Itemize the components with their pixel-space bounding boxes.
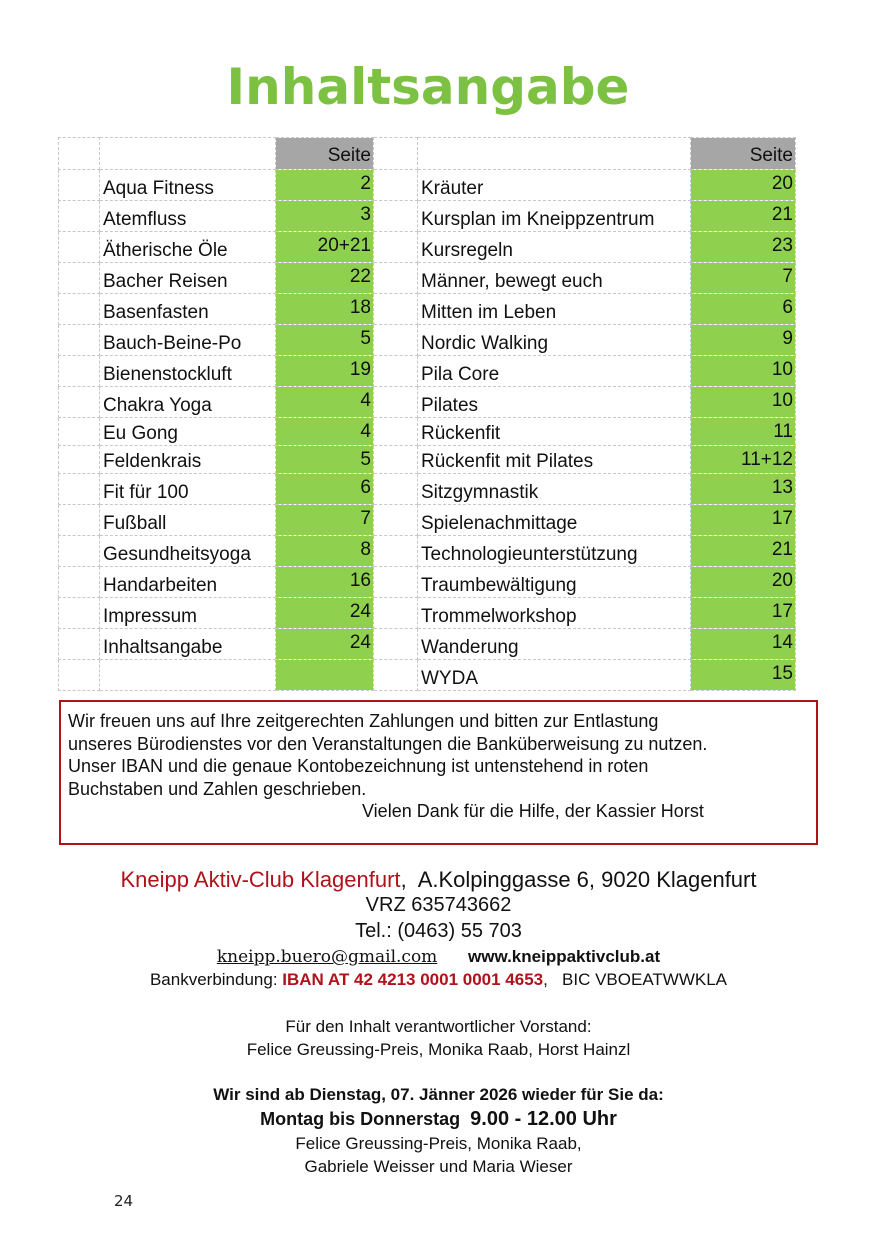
page-ref: 18	[276, 294, 374, 325]
table-row	[59, 598, 796, 629]
page-ref: 11	[691, 418, 796, 446]
table-row	[59, 294, 796, 325]
page-ref: 16	[276, 567, 374, 598]
notice-line: Buchstaben und Zahlen geschrieben.	[68, 778, 367, 799]
page-ref: 11+12	[691, 446, 796, 474]
spacer-cell	[59, 138, 100, 170]
page-ref: 20+21	[276, 232, 374, 263]
office-time: 9.00 - 12.00 Uhr	[470, 1108, 617, 1130]
page-ref: 4	[276, 418, 374, 446]
page-ref	[276, 660, 374, 691]
page-ref: 14	[691, 629, 796, 660]
spacer-cell	[59, 536, 100, 567]
topic-name: Pilates	[418, 387, 691, 418]
page-ref: 6	[276, 474, 374, 505]
spacer-cell	[59, 660, 100, 691]
topic-name: Atemfluss	[100, 201, 276, 232]
email-link[interactable]: kneipp.buero@gmail.com	[216, 947, 438, 967]
column-header-seite: Seite	[276, 138, 374, 170]
table-of-contents	[58, 137, 796, 691]
page-ref: 19	[276, 356, 374, 387]
spacer-cell	[374, 170, 418, 201]
topic-name: Technologieunterstützung	[418, 536, 691, 567]
topic-name: Mitten im Leben	[418, 294, 691, 325]
table-row	[59, 356, 796, 387]
topic-name: Inhaltsangabe	[100, 629, 276, 660]
spacer-cell	[374, 325, 418, 356]
topic-name: Bienenstockluft	[100, 356, 276, 387]
page-ref: 13	[691, 474, 796, 505]
staff-line-1: Felice Greussing-Preis, Monika Raab,	[295, 1134, 582, 1153]
page-ref: 5	[276, 325, 374, 356]
website-link[interactable]: www.kneippaktivclub.at	[468, 947, 661, 966]
table-row	[59, 629, 796, 660]
spacer-cell	[374, 232, 418, 263]
spacer-cell	[100, 138, 276, 170]
page-ref: 24	[276, 598, 374, 629]
spacer-cell	[374, 294, 418, 325]
spacer-cell	[59, 474, 100, 505]
topic-name: Kursregeln	[418, 232, 691, 263]
spacer-cell	[59, 446, 100, 474]
staff-line-2: Gabriele Weisser und Maria Wieser	[304, 1157, 573, 1176]
club-name: Kneipp Aktiv-Club Klagenfurt	[120, 867, 401, 892]
spacer-cell	[59, 598, 100, 629]
spacer-cell	[374, 474, 418, 505]
spacer-cell	[59, 170, 100, 201]
table-row	[59, 567, 796, 598]
spacer-cell	[418, 138, 691, 170]
notice-line: unseres Bürodienstes vor den Veranstaltungen die Banküberweisung zu nutzen.	[68, 733, 708, 754]
topic-name: Fit für 100	[100, 474, 276, 505]
topic-name: Traumbewältigung	[418, 567, 691, 598]
bic-value: BIC VBOEATWWKLA	[562, 970, 728, 989]
table-row	[59, 263, 796, 294]
spacer-cell	[374, 536, 418, 567]
notice-line: Unser IBAN und die genaue Kontobezeichnung ist untenstehend in roten	[68, 756, 649, 776]
spacer-cell	[59, 567, 100, 598]
club-address: A.Kolpinggasse 6, 9020 Klagenfurt	[417, 867, 757, 892]
vrz-number: VRZ 635743662	[365, 894, 512, 916]
spacer-cell	[59, 356, 100, 387]
topic-name: Bacher Reisen	[100, 263, 276, 294]
topic-name: Kursplan im Kneippzentrum	[418, 201, 691, 232]
topic-name: Männer, bewegt euch	[418, 263, 691, 294]
topic-name: Wanderung	[418, 629, 691, 660]
page-ref: 3	[276, 201, 374, 232]
table-row	[59, 446, 796, 474]
payment-notice-box	[59, 700, 818, 845]
table-row	[59, 536, 796, 567]
page-ref: 5	[276, 446, 374, 474]
page-ref: 6	[691, 294, 796, 325]
page-ref: 23	[691, 232, 796, 263]
page-ref: 17	[691, 505, 796, 536]
spacer-cell	[59, 387, 100, 418]
bank-label: Bankverbindung:	[149, 970, 278, 989]
spacer-cell	[374, 138, 418, 170]
bank-details: Bankverbindung: IBAN AT 42 4213 0001 0001 4653, BIC VBOEATWWKLA	[149, 970, 728, 989]
topic-name: Handarbeiten	[100, 567, 276, 598]
spacer-cell	[374, 387, 418, 418]
topic-name: Fußball	[100, 505, 276, 536]
topic-name: Eu Gong	[100, 418, 276, 446]
spacer-cell	[374, 201, 418, 232]
office-hours	[0, 1108, 877, 1131]
page-ref: 21	[691, 201, 796, 232]
table-row	[59, 232, 796, 263]
spacer-cell	[374, 356, 418, 387]
topic-name: Chakra Yoga	[100, 387, 276, 418]
spacer-cell	[374, 418, 418, 446]
spacer-cell	[374, 660, 418, 691]
phone-number: Tel.: (0463) 55 703	[355, 920, 522, 942]
topic-name: Spielenachmittage	[418, 505, 691, 536]
topic-name: Sitzgymnastik	[418, 474, 691, 505]
spacer-cell	[59, 294, 100, 325]
reopen-notice: Wir sind ab Dienstag, 07. Jänner 2026 wieder für Sie da:	[213, 1085, 664, 1104]
office-days: Montag bis Donnerstag	[260, 1109, 461, 1129]
spacer-cell	[59, 629, 100, 660]
table-row	[59, 474, 796, 505]
table-row	[59, 387, 796, 418]
topic-name: Basenfasten	[100, 294, 276, 325]
page-ref: 4	[276, 387, 374, 418]
topic-name: Ätherische Öle	[100, 232, 276, 263]
topic-name: Gesundheitsyoga	[100, 536, 276, 567]
topic-name	[100, 660, 276, 691]
board-names: Felice Greussing-Preis, Monika Raab, Horst Hainzl	[246, 1040, 631, 1059]
table-row	[59, 201, 796, 232]
spacer-cell	[59, 201, 100, 232]
spacer-cell	[59, 263, 100, 294]
spacer-cell	[374, 263, 418, 294]
table-row	[59, 505, 796, 536]
spacer-cell	[59, 505, 100, 536]
iban-value: IBAN AT 42 4213 0001 0001 4653	[282, 970, 544, 989]
spacer-cell	[374, 446, 418, 474]
spacer-cell	[374, 598, 418, 629]
notice-signature: Vielen Dank für die Hilfe, der Kassier Horst	[362, 801, 704, 821]
topic-name: Trommelworkshop	[418, 598, 691, 629]
page-ref: 2	[276, 170, 374, 201]
page-ref: 22	[276, 263, 374, 294]
topic-name: Pila Core	[418, 356, 691, 387]
spacer-cell	[374, 629, 418, 660]
page-title: Inhaltsangabe	[226, 58, 630, 116]
topic-name: WYDA	[418, 660, 691, 691]
topic-name: Nordic Walking	[418, 325, 691, 356]
contact-line	[0, 947, 877, 967]
page-ref: 7	[691, 263, 796, 294]
page-ref: 15	[691, 660, 796, 691]
notice-line: Wir freuen uns auf Ihre zeitgerechten Zahlungen und bitten zur Entlastung	[68, 711, 659, 731]
topic-name: Kräuter	[418, 170, 691, 201]
page-ref: 10	[691, 387, 796, 418]
spacer-cell	[59, 418, 100, 446]
page-ref: 7	[276, 505, 374, 536]
page-ref: 17	[691, 598, 796, 629]
topic-name: Impressum	[100, 598, 276, 629]
topic-name: Rückenfit	[418, 418, 691, 446]
club-address-line: Kneipp Aktiv-Club Klagenfurt, A.Kolpinggasse 6, 9020 Klagenfurt	[120, 867, 757, 892]
topic-name: Feldenkrais	[100, 446, 276, 474]
column-header-seite: Seite	[691, 138, 796, 170]
board-label: Für den Inhalt verantwortlicher Vorstand:	[285, 1017, 592, 1036]
spacer-cell	[374, 567, 418, 598]
spacer-cell	[59, 325, 100, 356]
spacer-cell	[374, 505, 418, 536]
page-ref: 20	[691, 170, 796, 201]
page-ref: 24	[276, 629, 374, 660]
page-ref: 21	[691, 536, 796, 567]
table-row	[59, 418, 796, 446]
table-header-row	[59, 138, 796, 170]
page-ref: 20	[691, 567, 796, 598]
topic-name: Aqua Fitness	[100, 170, 276, 201]
page-ref: 9	[691, 325, 796, 356]
table-row	[59, 325, 796, 356]
page-ref: 10	[691, 356, 796, 387]
topic-name: Bauch-Beine-Po	[100, 325, 276, 356]
table-row	[59, 170, 796, 201]
topic-name: Rückenfit mit Pilates	[418, 446, 691, 474]
page-number: 24	[114, 1192, 134, 1210]
spacer-cell	[59, 232, 100, 263]
table-row	[59, 660, 796, 691]
page-ref: 8	[276, 536, 374, 567]
